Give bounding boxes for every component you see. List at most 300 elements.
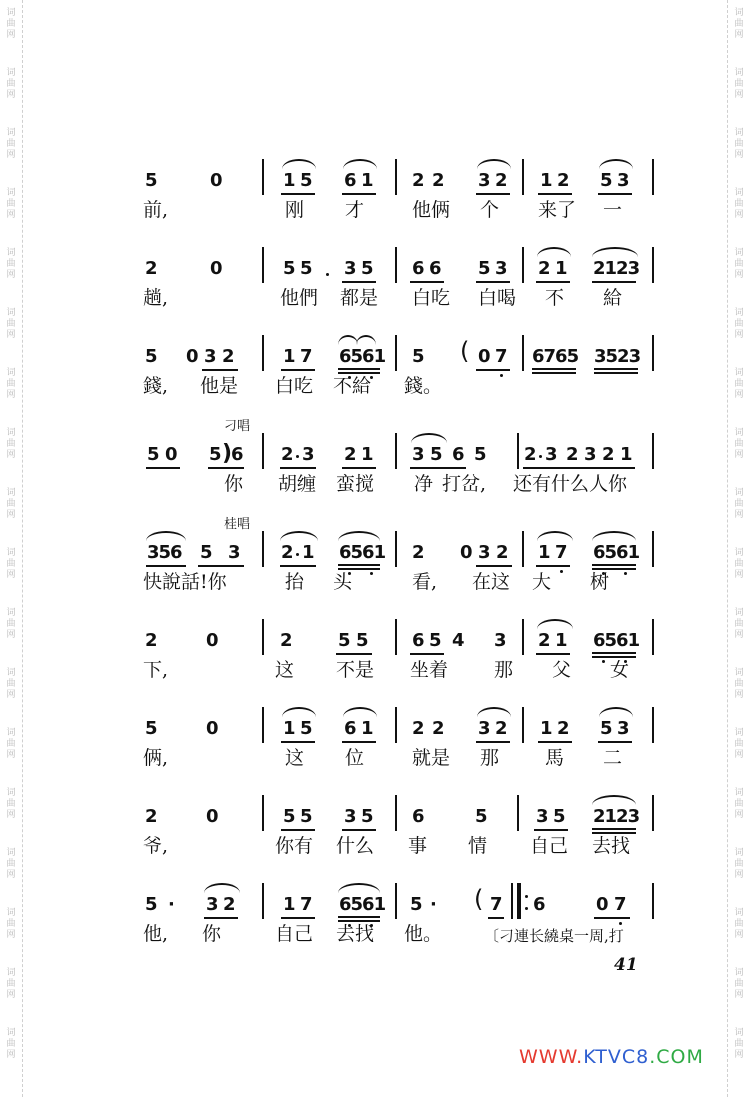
slur xyxy=(282,159,316,169)
note: 0 xyxy=(186,346,199,367)
lyric: 去找 xyxy=(592,835,631,857)
watermark-glyph: 曲 xyxy=(6,559,16,569)
low-octave-dot xyxy=(602,660,605,663)
beam-underline xyxy=(280,565,316,567)
watermark-glyph: 网 xyxy=(6,270,16,280)
lyric: 就是 xyxy=(412,747,451,769)
beam-underline xyxy=(146,467,180,469)
slur xyxy=(477,159,511,169)
lyric: 看, xyxy=(412,571,438,593)
watermark-glyph: 曲 xyxy=(734,859,744,869)
barline xyxy=(517,795,519,831)
watermark-glyph: 网 xyxy=(734,390,744,400)
note: 5 xyxy=(283,806,296,827)
slur xyxy=(356,335,376,345)
watermark-glyph: 曲 xyxy=(6,799,16,809)
watermark-glyph: 曲 xyxy=(734,79,744,89)
lyric: 蛮搅 xyxy=(336,473,375,495)
note: 2 xyxy=(145,806,158,827)
note: 5 xyxy=(361,806,374,827)
watermark-glyph: 词 xyxy=(6,488,16,498)
watermark-glyph: 词 xyxy=(734,308,744,318)
watermark-glyph: 曲 xyxy=(6,679,16,689)
slur xyxy=(537,531,573,541)
barline xyxy=(262,335,264,371)
lyric: 坐着 xyxy=(410,659,449,681)
watermark-glyph: 词 xyxy=(734,1028,744,1038)
watermark-glyph: 曲 xyxy=(6,139,16,149)
beam-underline xyxy=(532,368,576,370)
note-group: 6561 xyxy=(339,346,386,367)
lyric: 这 xyxy=(275,659,295,681)
watermark-glyph: 曲 xyxy=(734,619,744,629)
lyric: 爷, xyxy=(143,835,169,857)
barline xyxy=(522,707,524,743)
watermark-glyph: 网 xyxy=(6,330,16,340)
watermark-glyph: 曲 xyxy=(734,919,744,929)
site-watermark-www: WWW. xyxy=(519,1046,584,1068)
watermark-glyph: 曲 xyxy=(734,739,744,749)
watermark-glyph: 网 xyxy=(6,210,16,220)
lyric: 树 xyxy=(590,571,610,593)
watermark-glyph: 曲 xyxy=(6,379,16,389)
beam-underline xyxy=(536,281,570,283)
watermark-glyph: 曲 xyxy=(6,979,16,989)
watermark-glyph: 曲 xyxy=(6,259,16,269)
watermark-glyph: 词 xyxy=(734,248,744,258)
watermark-glyph-group xyxy=(732,68,746,101)
barline xyxy=(511,883,513,919)
low-octave-dot xyxy=(370,572,373,575)
note: 2 xyxy=(412,542,425,563)
watermark-glyph-group xyxy=(732,8,746,41)
beam-underline xyxy=(338,568,380,570)
lyric: 你 xyxy=(224,473,244,495)
watermark-glyph: 词 xyxy=(6,848,16,858)
note: 2 xyxy=(602,444,615,465)
note: 2 xyxy=(223,894,236,915)
barline xyxy=(522,335,524,371)
slur xyxy=(204,883,240,893)
note: 5 xyxy=(209,444,222,465)
beam-underline xyxy=(592,568,636,570)
beam-underline xyxy=(476,193,510,195)
lyric: 父 xyxy=(552,659,572,681)
barline xyxy=(262,247,264,283)
watermark-glyph: 曲 xyxy=(6,919,16,929)
lyric: 你有 xyxy=(275,835,314,857)
score-row-8 xyxy=(0,791,750,877)
note: 6 xyxy=(231,444,244,465)
note: 1 xyxy=(361,718,374,739)
note: 5 xyxy=(300,718,313,739)
beam-underline xyxy=(592,656,636,658)
watermark-glyph: 词 xyxy=(734,428,744,438)
lyric: 不是 xyxy=(336,659,375,681)
watermark-glyph: 网 xyxy=(734,1050,744,1060)
watermark-glyph: 网 xyxy=(734,510,744,520)
beam-underline xyxy=(594,372,638,374)
beam-underline xyxy=(281,193,315,195)
note: 3 xyxy=(344,258,357,279)
barline xyxy=(395,619,397,655)
note: 2 xyxy=(432,170,445,191)
note: 2 xyxy=(145,630,158,651)
watermark-glyph: 网 xyxy=(734,810,744,820)
beam-underline xyxy=(598,193,632,195)
beam-underline xyxy=(536,565,570,567)
slur xyxy=(411,433,447,443)
note-group: 6765 xyxy=(532,346,579,367)
lyric: 去找 xyxy=(336,923,375,945)
barline xyxy=(652,335,654,371)
lyric: 給 xyxy=(603,287,623,309)
note: 5 xyxy=(356,630,369,651)
beam-underline xyxy=(592,564,636,566)
watermark-glyph: 曲 xyxy=(734,499,744,509)
watermark-glyph: 词 xyxy=(6,968,16,978)
note: 3 xyxy=(478,542,491,563)
repeat-dot xyxy=(525,895,528,898)
watermark-glyph: 词 xyxy=(6,728,16,738)
beam-underline xyxy=(594,917,630,919)
lyric: 趟, xyxy=(143,287,169,309)
beam-underline xyxy=(338,368,380,370)
barline xyxy=(522,531,524,567)
barline xyxy=(262,159,264,195)
watermark-glyph: 词 xyxy=(6,608,16,618)
note: 0 xyxy=(596,894,609,915)
watermark-glyph: 曲 xyxy=(734,679,744,689)
lyric: 一 xyxy=(603,199,623,221)
note: 6 xyxy=(412,630,425,651)
beam-underline xyxy=(410,467,466,469)
beam-underline xyxy=(281,741,315,743)
watermark-glyph: 曲 xyxy=(6,619,16,629)
watermark-glyph: 曲 xyxy=(734,139,744,149)
watermark-glyph: 词 xyxy=(734,128,744,138)
barline xyxy=(262,433,264,469)
slur xyxy=(477,707,511,717)
note: 0 xyxy=(460,542,473,563)
note: 2 xyxy=(557,718,570,739)
watermark-glyph: 词 xyxy=(734,68,744,78)
note: 2 xyxy=(557,170,570,191)
watermark-glyph: 词 xyxy=(6,788,16,798)
watermark-glyph: 曲 xyxy=(6,859,16,869)
note: 1 xyxy=(540,718,553,739)
watermark-glyph: 网 xyxy=(734,150,744,160)
lyric: 头 xyxy=(333,571,353,593)
note: 5 xyxy=(200,542,213,563)
lyric: 俩, xyxy=(143,747,169,769)
watermark-glyph: 词 xyxy=(6,548,16,558)
note: 2 xyxy=(145,258,158,279)
note: 0 xyxy=(206,806,219,827)
beam-underline xyxy=(410,653,444,655)
watermark-glyph-group xyxy=(732,968,746,1001)
note: 2 xyxy=(496,542,509,563)
lyric: 位 xyxy=(345,747,365,769)
watermark-glyph: 曲 xyxy=(734,1039,744,1049)
note: 1 xyxy=(555,630,568,651)
note: 5 xyxy=(338,630,351,651)
watermark-glyph: 曲 xyxy=(734,319,744,329)
dotted-note-dot xyxy=(296,455,299,458)
barline xyxy=(262,619,264,655)
note: 2 xyxy=(538,630,551,651)
note: 3 xyxy=(204,346,217,367)
note: 2 xyxy=(538,258,551,279)
note: 2 xyxy=(495,718,508,739)
beam-underline xyxy=(488,917,504,919)
watermark-glyph: 网 xyxy=(734,330,744,340)
note: 4 xyxy=(452,630,465,651)
watermark-glyph: 网 xyxy=(6,870,16,880)
note: 3 xyxy=(302,444,315,465)
watermark-glyph: 曲 xyxy=(734,379,744,389)
barline xyxy=(652,883,654,919)
lyric: 他俩 xyxy=(412,199,451,221)
watermark-glyph: 词 xyxy=(734,488,744,498)
slur xyxy=(599,159,633,169)
note: 1 xyxy=(283,346,296,367)
note: 5 xyxy=(475,806,488,827)
watermark-glyph: 词 xyxy=(734,548,744,558)
beam-underline xyxy=(281,369,315,371)
watermark-glyph: 网 xyxy=(734,930,744,940)
lyric: 不給 xyxy=(333,375,372,397)
slur xyxy=(599,707,633,717)
lyric: 这 xyxy=(285,747,305,769)
note: 5 xyxy=(430,444,443,465)
page-number: 41 xyxy=(614,955,638,975)
note: 1 xyxy=(283,718,296,739)
watermark-glyph: 网 xyxy=(734,90,744,100)
beam-underline xyxy=(538,741,572,743)
watermark-glyph: 网 xyxy=(6,30,16,40)
lyric: 白喝 xyxy=(478,287,517,309)
role-label: 桂唱 xyxy=(224,517,251,532)
watermark-glyph: 词 xyxy=(6,908,16,918)
beam-underline xyxy=(536,653,570,655)
barline xyxy=(395,883,397,919)
low-octave-dot xyxy=(624,572,627,575)
watermark-glyph: 词 xyxy=(734,608,744,618)
beam-underline xyxy=(592,832,636,834)
watermark-glyph: 曲 xyxy=(6,1039,16,1049)
lyric: 在这 xyxy=(472,571,511,593)
watermark-glyph: 网 xyxy=(6,150,16,160)
barline xyxy=(652,619,654,655)
score-row-5 xyxy=(0,527,750,613)
watermark-glyph: 词 xyxy=(734,668,744,678)
note: 3 xyxy=(494,630,507,651)
note: 5 xyxy=(478,258,491,279)
lyric: 打岔, xyxy=(442,473,487,495)
beam-underline xyxy=(523,467,635,469)
lyric: 下, xyxy=(143,659,169,681)
lyric: 刚 xyxy=(285,199,305,221)
lyric: 来了 xyxy=(538,199,577,221)
watermark-glyph: 曲 xyxy=(6,499,16,509)
beam-underline xyxy=(592,652,636,654)
lyric: 那 xyxy=(494,659,514,681)
dotted-note-dot xyxy=(539,455,542,458)
lyric: 才 xyxy=(345,199,365,221)
watermark-glyph-group xyxy=(4,968,18,1001)
slur xyxy=(537,247,571,257)
watermark-glyph: 词 xyxy=(734,728,744,738)
watermark-glyph: 网 xyxy=(6,990,16,1000)
dotted-note-dot xyxy=(296,553,299,556)
note: 2 xyxy=(524,444,537,465)
lyric: 白吃 xyxy=(412,287,451,309)
note: 5 xyxy=(283,258,296,279)
barline xyxy=(522,159,524,195)
site-watermark-tld: .COM xyxy=(649,1046,704,1068)
note: 7 xyxy=(300,346,313,367)
note-group: 3523 xyxy=(594,346,641,367)
watermark-glyph: 网 xyxy=(6,930,16,940)
site-watermark-name: KTVC8 xyxy=(583,1046,650,1068)
note: 2 xyxy=(280,630,293,651)
watermark-glyph-group xyxy=(732,1028,746,1061)
watermark-glyph: 网 xyxy=(6,570,16,580)
open-paren: ( xyxy=(474,885,484,913)
note: 3 xyxy=(412,444,425,465)
barline xyxy=(262,707,264,743)
beam-underline xyxy=(204,917,238,919)
watermark-glyph: 曲 xyxy=(734,439,744,449)
beam-underline xyxy=(598,741,632,743)
score-row-7 xyxy=(0,703,750,789)
barline xyxy=(395,531,397,567)
role-label: 刁唱 xyxy=(224,419,251,434)
beam-underline xyxy=(146,565,186,567)
note: 1 xyxy=(283,894,296,915)
lyric: 白吃 xyxy=(275,375,314,397)
lyric: 他是 xyxy=(200,375,239,397)
low-octave-dot xyxy=(560,570,563,573)
lyric: 情 xyxy=(468,835,488,857)
note: 2 xyxy=(495,170,508,191)
note: 5 xyxy=(410,894,423,915)
note: 5 xyxy=(361,258,374,279)
watermark-glyph: 词 xyxy=(6,188,16,198)
note: 6 xyxy=(344,170,357,191)
note: 3 xyxy=(617,170,630,191)
note: 1 xyxy=(361,170,374,191)
note: 3 xyxy=(206,894,219,915)
barline xyxy=(395,247,397,283)
watermark-glyph: 曲 xyxy=(734,19,744,29)
note: 7 xyxy=(495,346,508,367)
barline xyxy=(652,795,654,831)
note: 2 xyxy=(281,542,294,563)
note: 3 xyxy=(545,444,558,465)
note: 3 xyxy=(536,806,549,827)
bracket-mark: ) xyxy=(222,441,233,466)
beam-underline xyxy=(338,372,380,374)
note: 6 xyxy=(533,894,546,915)
stage-direction: 〔刁連长繞桌一周,打 xyxy=(484,927,624,945)
beam-underline xyxy=(336,653,372,655)
lyric: 二 xyxy=(603,747,623,769)
watermark-glyph: 曲 xyxy=(734,559,744,569)
watermark-glyph: 词 xyxy=(6,68,16,78)
note: 0 xyxy=(206,630,219,651)
note: 6 xyxy=(429,258,442,279)
lyric: 什么 xyxy=(336,835,375,857)
score-row-6 xyxy=(0,615,750,701)
note: 7 xyxy=(300,894,313,915)
watermark-glyph: 网 xyxy=(734,990,744,1000)
note: 5 xyxy=(300,258,313,279)
rhythm-dot: · xyxy=(168,894,175,915)
note-group: 6561 xyxy=(593,542,640,563)
watermark-glyph: 网 xyxy=(734,870,744,880)
note: 2 xyxy=(412,170,425,191)
beam-underline xyxy=(342,281,376,283)
watermark-glyph: 词 xyxy=(734,8,744,18)
note-group: 6561 xyxy=(593,630,640,651)
watermark-glyph: 网 xyxy=(734,30,744,40)
lyric: 抬 xyxy=(285,571,305,593)
slur xyxy=(280,531,318,541)
note: 2 xyxy=(222,346,235,367)
barline xyxy=(262,795,264,831)
open-paren: ( xyxy=(460,337,470,365)
barline xyxy=(395,335,397,371)
slur xyxy=(343,707,377,717)
slur xyxy=(592,531,636,541)
watermark-glyph: 词 xyxy=(734,908,744,918)
note: 5 xyxy=(145,718,158,739)
note-group: 6561 xyxy=(339,894,386,915)
watermark-glyph: 曲 xyxy=(6,319,16,329)
lyric: 他。 xyxy=(404,923,443,945)
watermark-glyph: 网 xyxy=(734,630,744,640)
lyric: 事 xyxy=(408,835,428,857)
slur xyxy=(592,247,638,257)
watermark-glyph: 网 xyxy=(6,690,16,700)
watermark-glyph: 曲 xyxy=(6,199,16,209)
barline xyxy=(262,531,264,567)
barline xyxy=(652,247,654,283)
note-group: 6561 xyxy=(339,542,386,563)
note: 0 xyxy=(210,170,223,191)
note: 1 xyxy=(555,258,568,279)
note: 3 xyxy=(228,542,241,563)
barline xyxy=(395,159,397,195)
watermark-glyph: 曲 xyxy=(734,979,744,989)
lyric: 那 xyxy=(480,747,500,769)
slur xyxy=(146,531,186,541)
note-group: 2123 xyxy=(593,806,640,827)
beam-underline xyxy=(342,829,376,831)
note: 2 xyxy=(281,444,294,465)
note: 3 xyxy=(584,444,597,465)
beam-underline xyxy=(202,369,238,371)
lyric: 大 xyxy=(532,571,552,593)
watermark-glyph: 词 xyxy=(6,1028,16,1038)
beam-underline xyxy=(281,829,315,831)
watermark-glyph-group xyxy=(4,68,18,101)
watermark-glyph: 曲 xyxy=(6,439,16,449)
note: 3 xyxy=(344,806,357,827)
lyric: 錢。 xyxy=(404,375,443,397)
